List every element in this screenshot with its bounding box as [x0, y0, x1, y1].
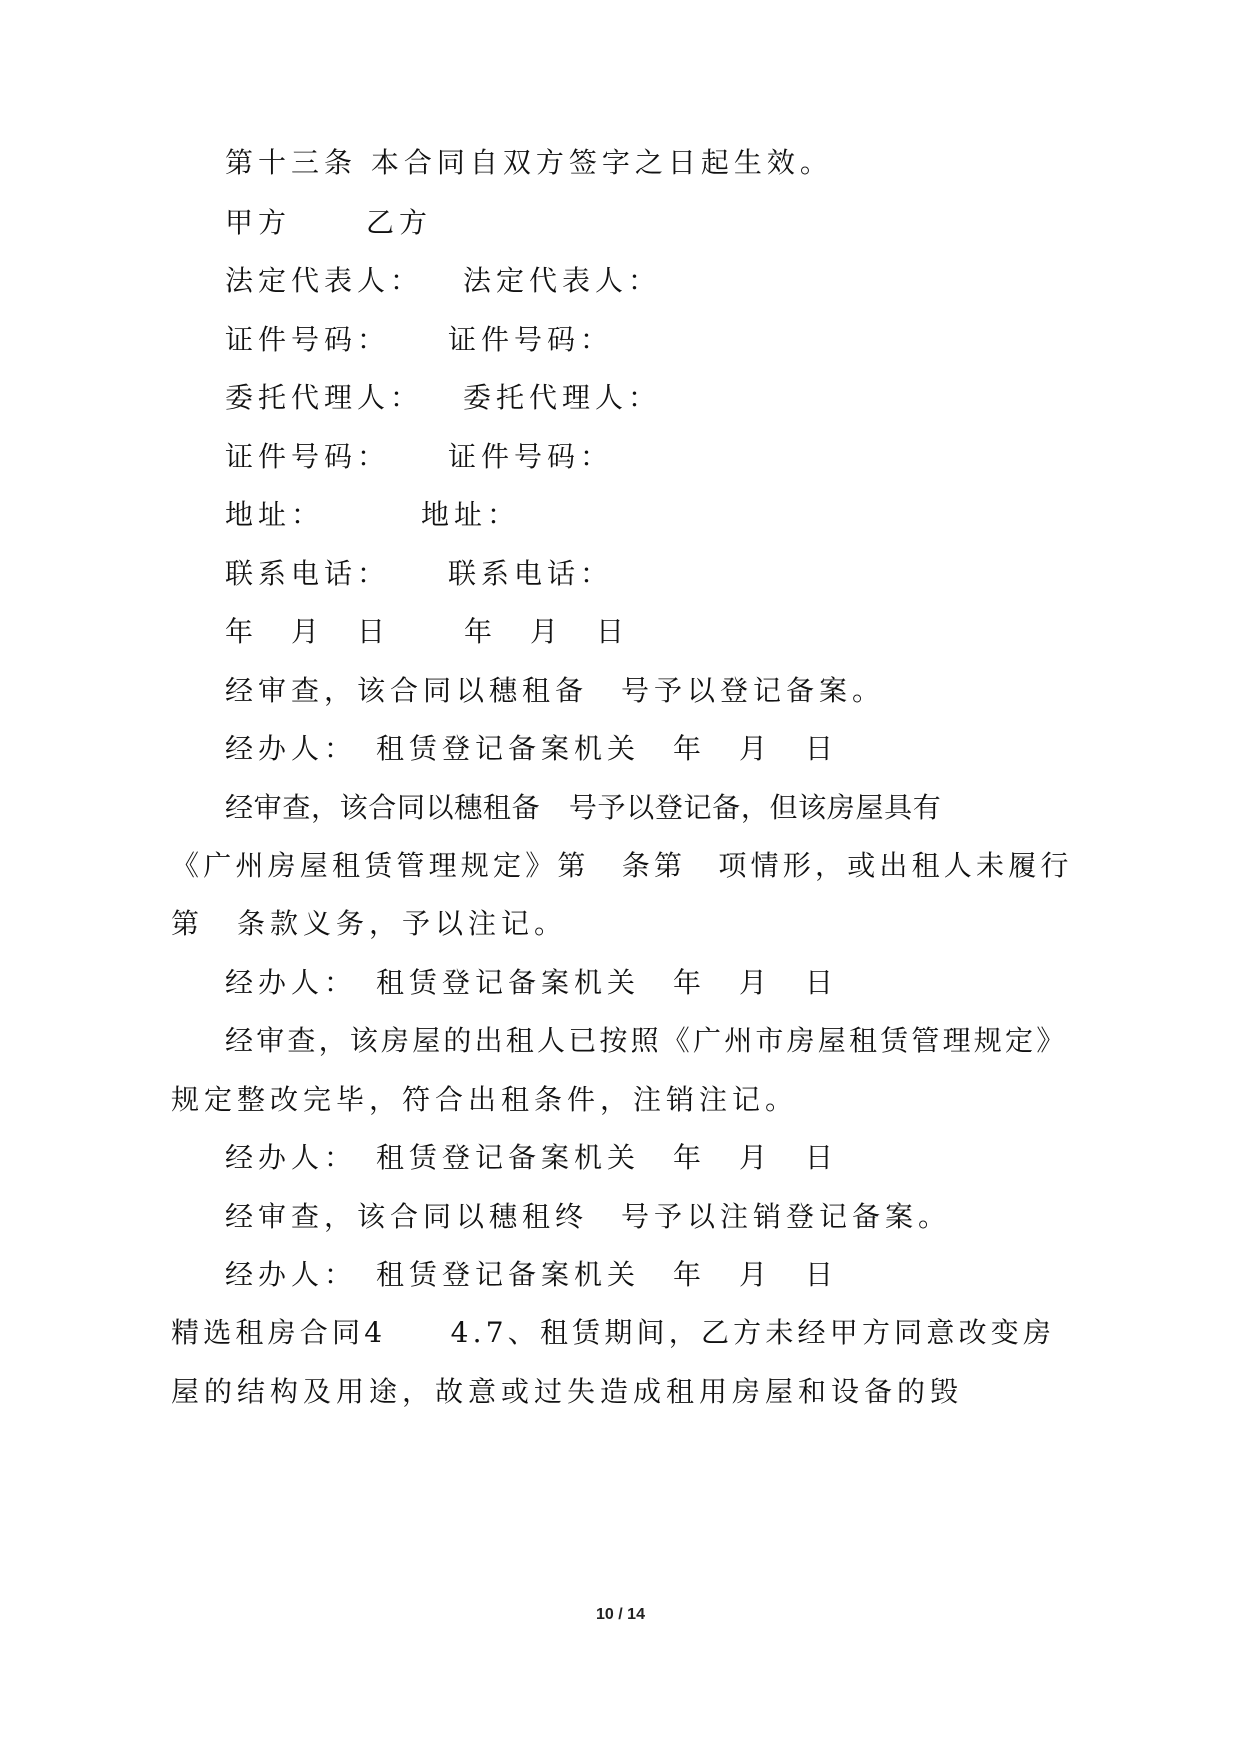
text-segment: 《广州房屋租赁管理规定》第 条第 项情形，或出租人未履行 [171, 849, 1073, 882]
party-b-date: 年 月 日 [464, 615, 630, 648]
party-a-address: 地址： [225, 498, 325, 531]
text-segment: 经审查，该合同以穗租备 号予以登记备案。 [225, 674, 886, 707]
char: 有 [912, 791, 941, 824]
party-a-legal-rep: 法定代表人： [225, 264, 424, 297]
char: 查 [282, 791, 311, 824]
party-a-phone: 联系电话： [225, 557, 391, 590]
party-b-address: 地址： [421, 498, 521, 531]
party-b-label: 乙方 [366, 206, 433, 239]
char: 合 [368, 791, 397, 824]
char: 房 [826, 791, 855, 824]
text-segment: 经办人： 租赁登记备案机关 年 月 日 [225, 732, 839, 765]
char: 以 [425, 791, 454, 824]
text-segment: 精选租房合同4 4.7、租赁期间，乙方未经甲方同意改变房 [171, 1316, 1056, 1349]
text-segment: 规定整改完毕，符合出租条件，注销注记。 [171, 1083, 799, 1116]
char: 该 [798, 791, 827, 824]
party-a-label: 甲方 [225, 206, 292, 239]
text-segment: 屋的结构及用途，故意或过失造成租用房屋和设备的毁 [171, 1375, 964, 1408]
text-segment: 经审查，该合同以穗租终 号予以注销登记备案。 [225, 1200, 952, 1233]
char: 具 [884, 791, 913, 824]
char: 同 [396, 791, 425, 824]
char: 租 [482, 791, 511, 824]
char: ， [740, 791, 769, 824]
text-segment: 第十三条 本合同自双方签字之日起生效。 [225, 146, 833, 179]
text-segment: 经办人： 租赁登记备案机关 年 月 日 [225, 966, 839, 999]
party-a-date: 年 月 日 [225, 615, 391, 648]
char [540, 788, 568, 828]
char: 但 [769, 791, 798, 824]
text-segment: 经审查，该房屋的出租人已按照《广州市房屋租赁管理规定》 [225, 1024, 1068, 1057]
char: 屋 [855, 791, 884, 824]
party-a-id-number: 证件号码： [225, 323, 391, 356]
party-a-agent: 委托代理人： [225, 381, 424, 414]
char: 经 [225, 791, 254, 824]
party-b-phone: 联系电话： [448, 557, 614, 590]
char: ， [310, 791, 339, 824]
char: 备 [712, 791, 741, 824]
text-segment: 第 条款义务，予以注记。 [171, 907, 568, 940]
page-number: 10 / 14 [596, 1606, 645, 1623]
party-b-agent: 委托代理人： [463, 381, 662, 414]
party-b-id-number: 证件号码： [448, 323, 614, 356]
char: 备 [511, 791, 540, 824]
char: 穗 [454, 791, 483, 824]
char: 该 [339, 791, 368, 824]
char: 号 [568, 791, 597, 824]
char: 以 [626, 791, 655, 824]
party-b-agent-id: 证件号码： [448, 440, 614, 473]
char: 予 [597, 791, 626, 824]
party-b-legal-rep: 法定代表人： [463, 264, 662, 297]
party-a-agent-id: 证件号码： [225, 440, 391, 473]
char: 记 [683, 791, 712, 824]
text-segment: 经办人： 租赁登记备案机关 年 月 日 [225, 1141, 839, 1174]
text-segment [225, 788, 941, 828]
text-segment: 经办人： 租赁登记备案机关 年 月 日 [225, 1258, 839, 1291]
paragraph-line [225, 788, 941, 828]
char: 登 [654, 791, 683, 824]
char: 审 [253, 791, 282, 824]
